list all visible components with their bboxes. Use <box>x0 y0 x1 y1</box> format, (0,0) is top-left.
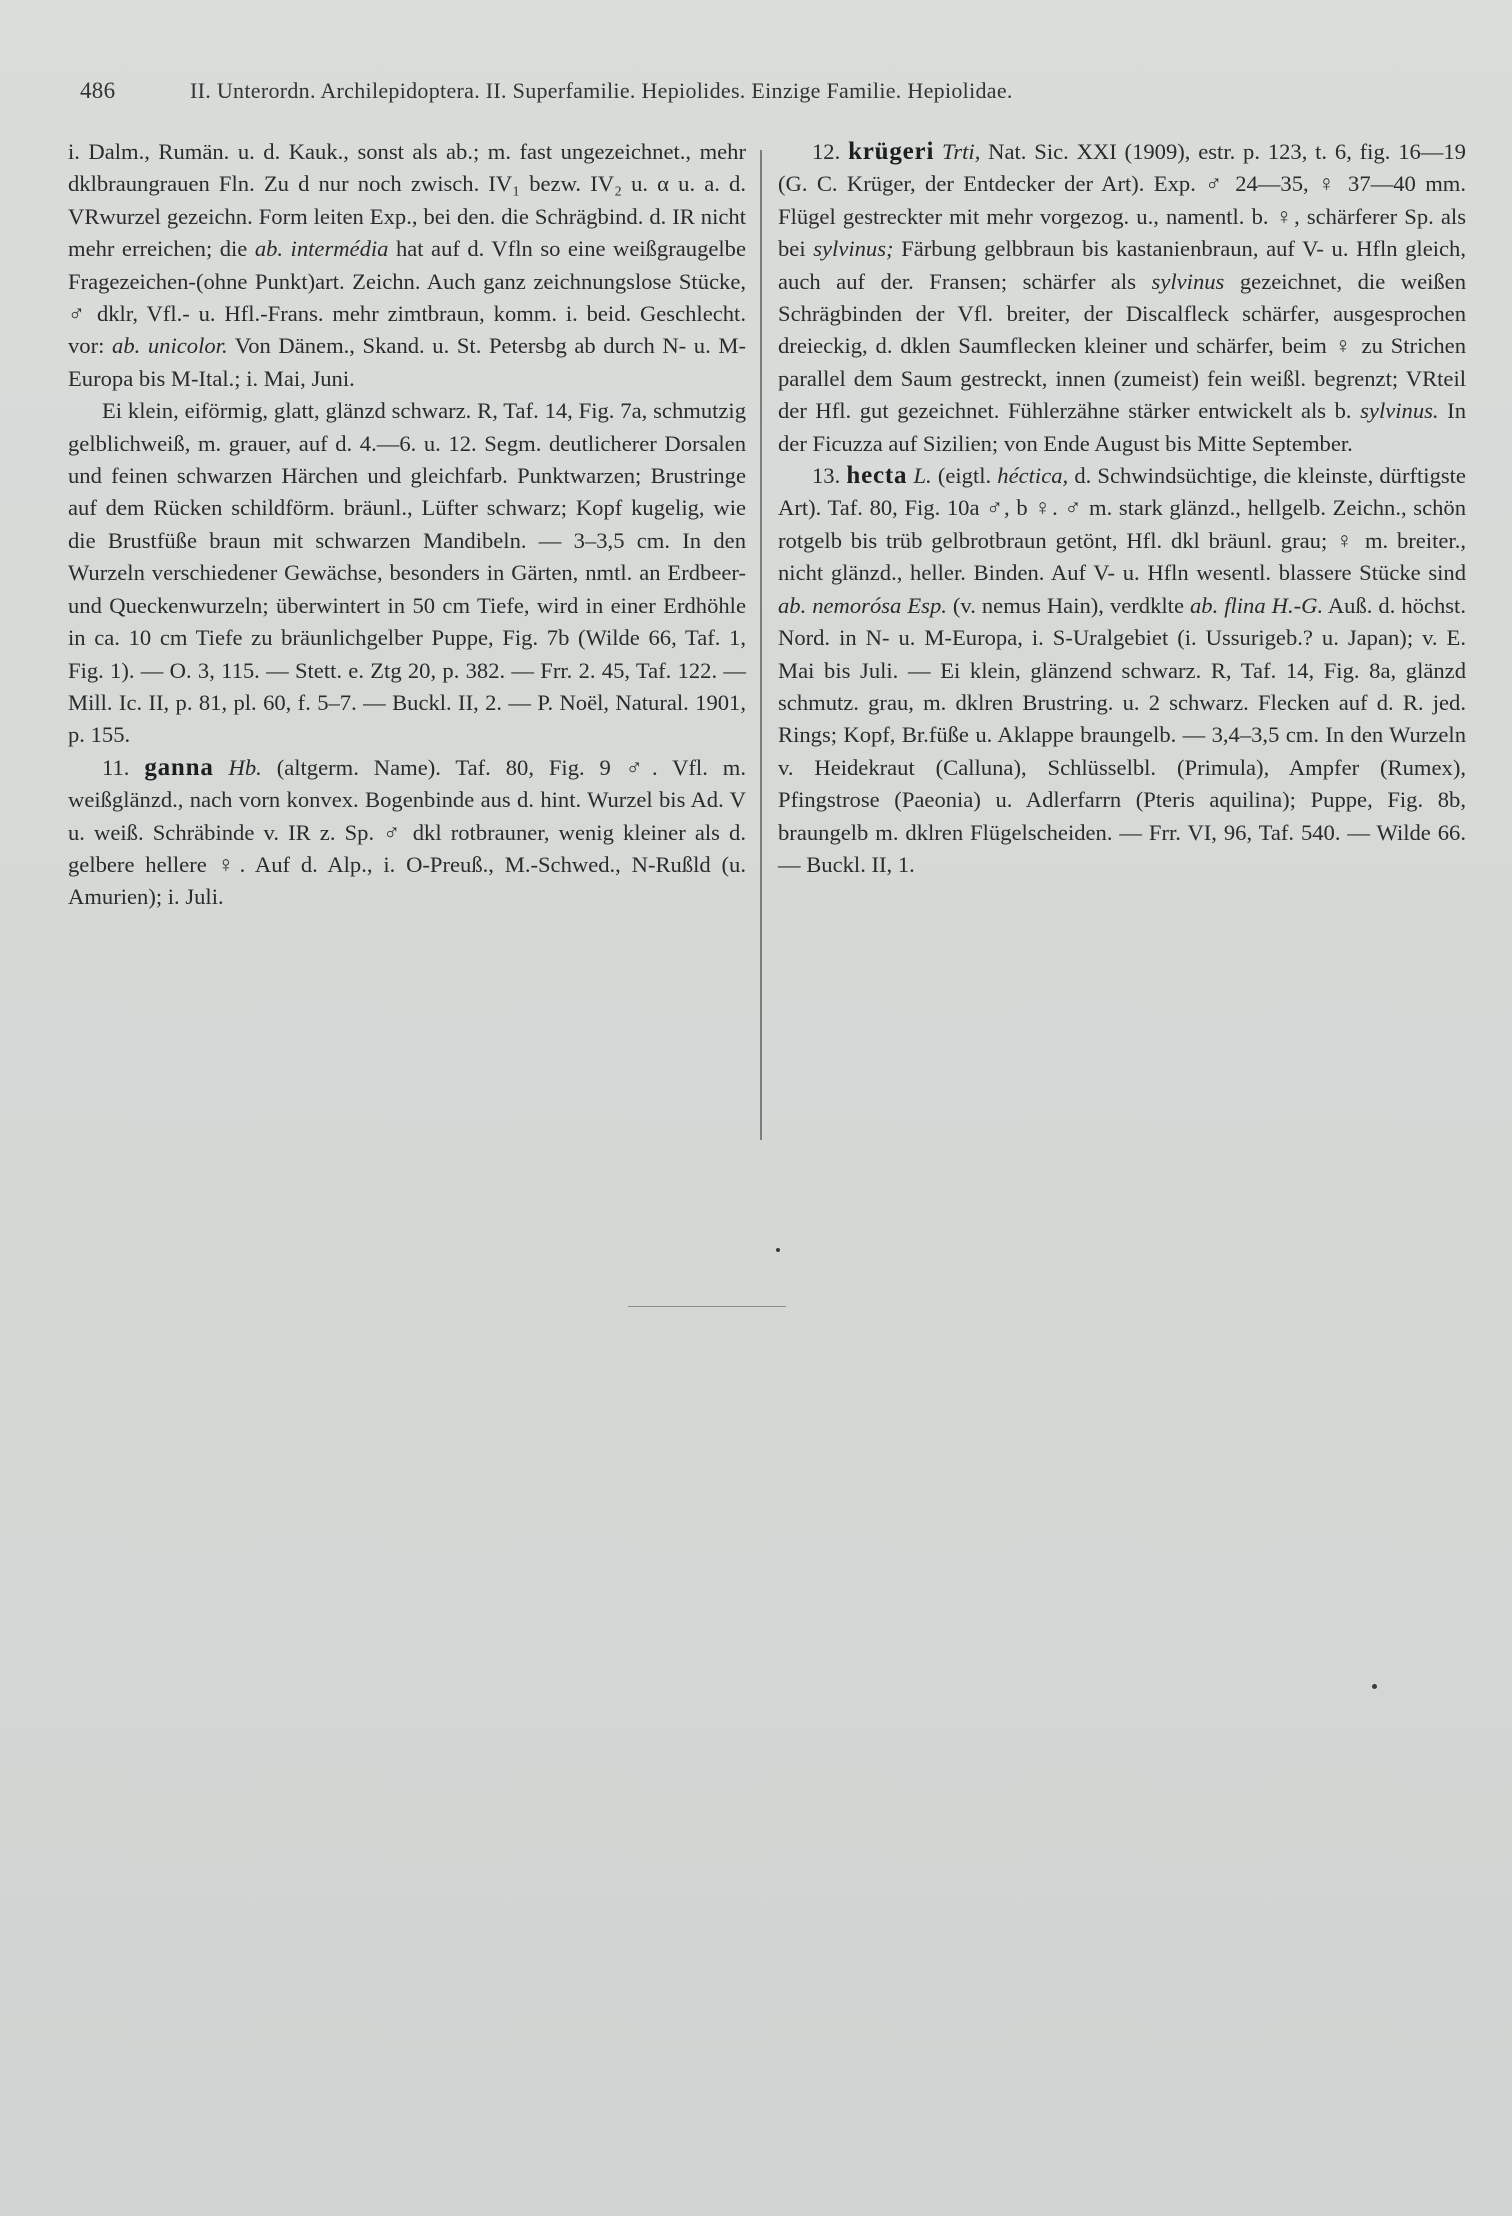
entry-text: gezeichnet, die weißen Schrägbinden der Vfl. breiter, der Discalfleck schärfer, ausgesprochen dreieckig, d. dklen Saumflecken kleiner und schärfer, beim ♀ zu Strichen parallel dem Saum gestreckt, innen (zumeist) fein weißl. begrenzt; VRteil der Hfl. gut gezeichnet. Fühlerzähne stärker entwickelt als b. <box>778 268 1466 424</box>
page-number: 486 <box>80 78 116 103</box>
species-entry-kruegeri <box>778 136 1466 460</box>
species-author: L. <box>913 463 932 489</box>
left-column <box>68 136 746 914</box>
etymology-term: héctica, <box>997 463 1069 489</box>
entry-number: 12. <box>812 139 841 164</box>
species-reference: sylvinus. <box>1360 398 1439 424</box>
right-column <box>778 136 1466 881</box>
print-speck <box>776 1248 780 1252</box>
ab-nemorosa: ab. nemorósa Esp. <box>778 592 947 618</box>
entry-text: Auß. d. höchst. Nord. in N- u. M-Europa, i. S-Uralgebiet (i. Ussurigeb.? u. Japan); v. E. Mai bis Juli. — Ei klein, glänzend schwarz. R, Taf. 14, Fig. 8a, glänzd schmutz. grau, m. dklren Brustring. u. 2 schwarz. Flecken auf d. R. jed. Rings; Kopf, Br.füße u. Aklappe braungelb. — 3,4–3,5 cm. In den Wurzeln v. Heidekraut (Calluna), Schlüsselbl. (Primula), Ampfer (Rumex), Pfingstrose (Paeonia) u. Adlerfarrn (Pteris aquilina); Puppe, Fig. 8b, braungelb m. dklren Flügelscheiden. — Frr. VI, 96, Taf. 540. — Wilde 66. — Buckl. II, 1. <box>778 592 1466 877</box>
species-author: Hb. <box>228 754 262 780</box>
ab-unicolor: ab. unicolor. <box>112 333 228 359</box>
entry-text: In der Ficuzza auf Sizilien; von Ende August bis Mitte September. <box>778 398 1466 456</box>
section-end-rule <box>628 1306 786 1307</box>
continuation-paragraph <box>68 136 746 395</box>
running-title: II. Unterordn. Archilepidoptera. II. Superfamilie. Hepiolides. Einzige Familie. Hepiolidae. <box>190 78 1013 103</box>
entry-text: (eigtl. <box>937 463 992 489</box>
entry-text: Färbung gelbbraun bis kastanienbraun, auf V- u. Hfln gleich, auch auf der. Fransen; schärfer als <box>778 236 1466 294</box>
species-entry-hecta <box>778 460 1466 881</box>
species-reference: sylvinus <box>1151 268 1225 294</box>
page-header <box>80 78 1370 104</box>
species-author: Trti, <box>942 139 981 164</box>
species-name: krügeri <box>848 138 935 165</box>
ab-intermedia: ab. intermédia <box>254 236 389 262</box>
egg-larva-paragraph: Ei klein, eiförmig, glatt, glänzd schwarz. R, Taf. 14, Fig. 7a, schmutzig gelblichweiß, m. grauer, auf d. 4.—6. u. 12. Segm. deutlicherer Dorsalen und feinen schwarzen Härchen und gleichfarb. Punktwarzen; Brustringe auf dem Rücken schildförm. bräunl., Lüfter schwarz; Kopf kugelig, wie die Brustfüße braun mit schwarzen Mandibeln. — 3–3,5 cm. In den Wurzeln verschiedener Gewächse, besonders in Gärten, nmtl. an Erdbeer- und Queckenwurzeln; überwintert in 50 cm Tiefe, wird in einer Erdhöhle in ca. 10 cm Tiefe zu bräunlichgelber Puppe, Fig. 7b (Wilde 66, Taf. 1, Fig. 1). — O. 3, 115. — Stett. e. Ztg 20, p. 382. — Frr. 2. 45, Taf. 122. — Mill. Ic. II, p. 81, pl. 60, f. 5–7. — Buckl. II, 2. — P. Noël, Natural. 1901, p. 155. <box>68 398 746 748</box>
entry-text: d. Schwindsüchtige, die kleinste, dürftigste Art). Taf. 80, Fig. 10a ♂, b ♀. ♂ m. stark glänzd., hellgelb. Zeichn., schön rotgelb bis trüb gelbrotbraun getönt, Hfl. dkl bräunl. grau; ♀ m. breiter., nicht glänzd., heller. Binden. Auf V- u. Hfln wesentl. blassere Stücke sind <box>778 463 1466 586</box>
species-entry-ganna <box>68 752 746 914</box>
entry-text: (altgerm. Name). Taf. 80, Fig. 9 ♂. Vfl. m. weißglänzd., nach vorn konvex. Bogenbinde aus d. hint. Wurzel bis Ad. V u. weiß. Schräbinde v. IR z. Sp. ♂ dkl rotbrauner, wenig kleiner als d. gelbere hellere ♀. Auf d. Alp., i. O-Preuß., M.-Schwed., N-Rußld (u. Amurien); i. Juli. <box>68 754 746 910</box>
species-name: hecta <box>846 462 908 490</box>
entry-text: Nat. Sic. XXI (1909), estr. p. 123, t. 6, fig. 16—19 (G. C. Krüger, der Entdecker der Art). Exp. ♂ 24—35, ♀ 37—40 mm. Flügel gestreckter mit mehr vorgezog. u., namentl. b. ♀, schärferer Sp. als bei <box>778 139 1466 262</box>
entry-number: 11. <box>102 754 130 780</box>
entry-number: 13. <box>812 463 841 489</box>
column-divider <box>760 150 762 1140</box>
print-speck <box>1372 1684 1377 1689</box>
ab-flina: ab. flina H.-G. <box>1189 592 1324 618</box>
continuation-text-2: hat auf d. Vfln so eine weißgraugelbe Fragezeichen-(ohne Punkt)art. Zeichn. Auch ganz zeichnungslose Stücke, ♂ dklr, Vfl.- u. Hfl.-Frans. mehr zimtbraun, komm. i. beid. Geschlecht. vor: <box>68 236 747 359</box>
species-reference: sylvinus; <box>813 236 894 262</box>
continuation-text-3: Von Dänem., Skand. u. St. Petersbg ab durch N- u. M-Europa bis M-Ital.; i. Mai, Juni. <box>68 333 746 391</box>
entry-text: (v. nemus Hain), verdklte <box>952 592 1184 618</box>
species-name: ganna <box>144 753 214 781</box>
continuation-text: i. Dalm., Rumän. u. d. Kauk., sonst als ab.; m. fast ungezeichnet., mehr dklbraungrauen Fln. Zu d nur noch zwisch. IV₁ bezw. IV₂ u. α u. a. d. VRwurzel gezeichn. Form leiten Exp., bei den. die Schrägbind. d. IR nicht mehr erreichen; die <box>68 139 746 262</box>
